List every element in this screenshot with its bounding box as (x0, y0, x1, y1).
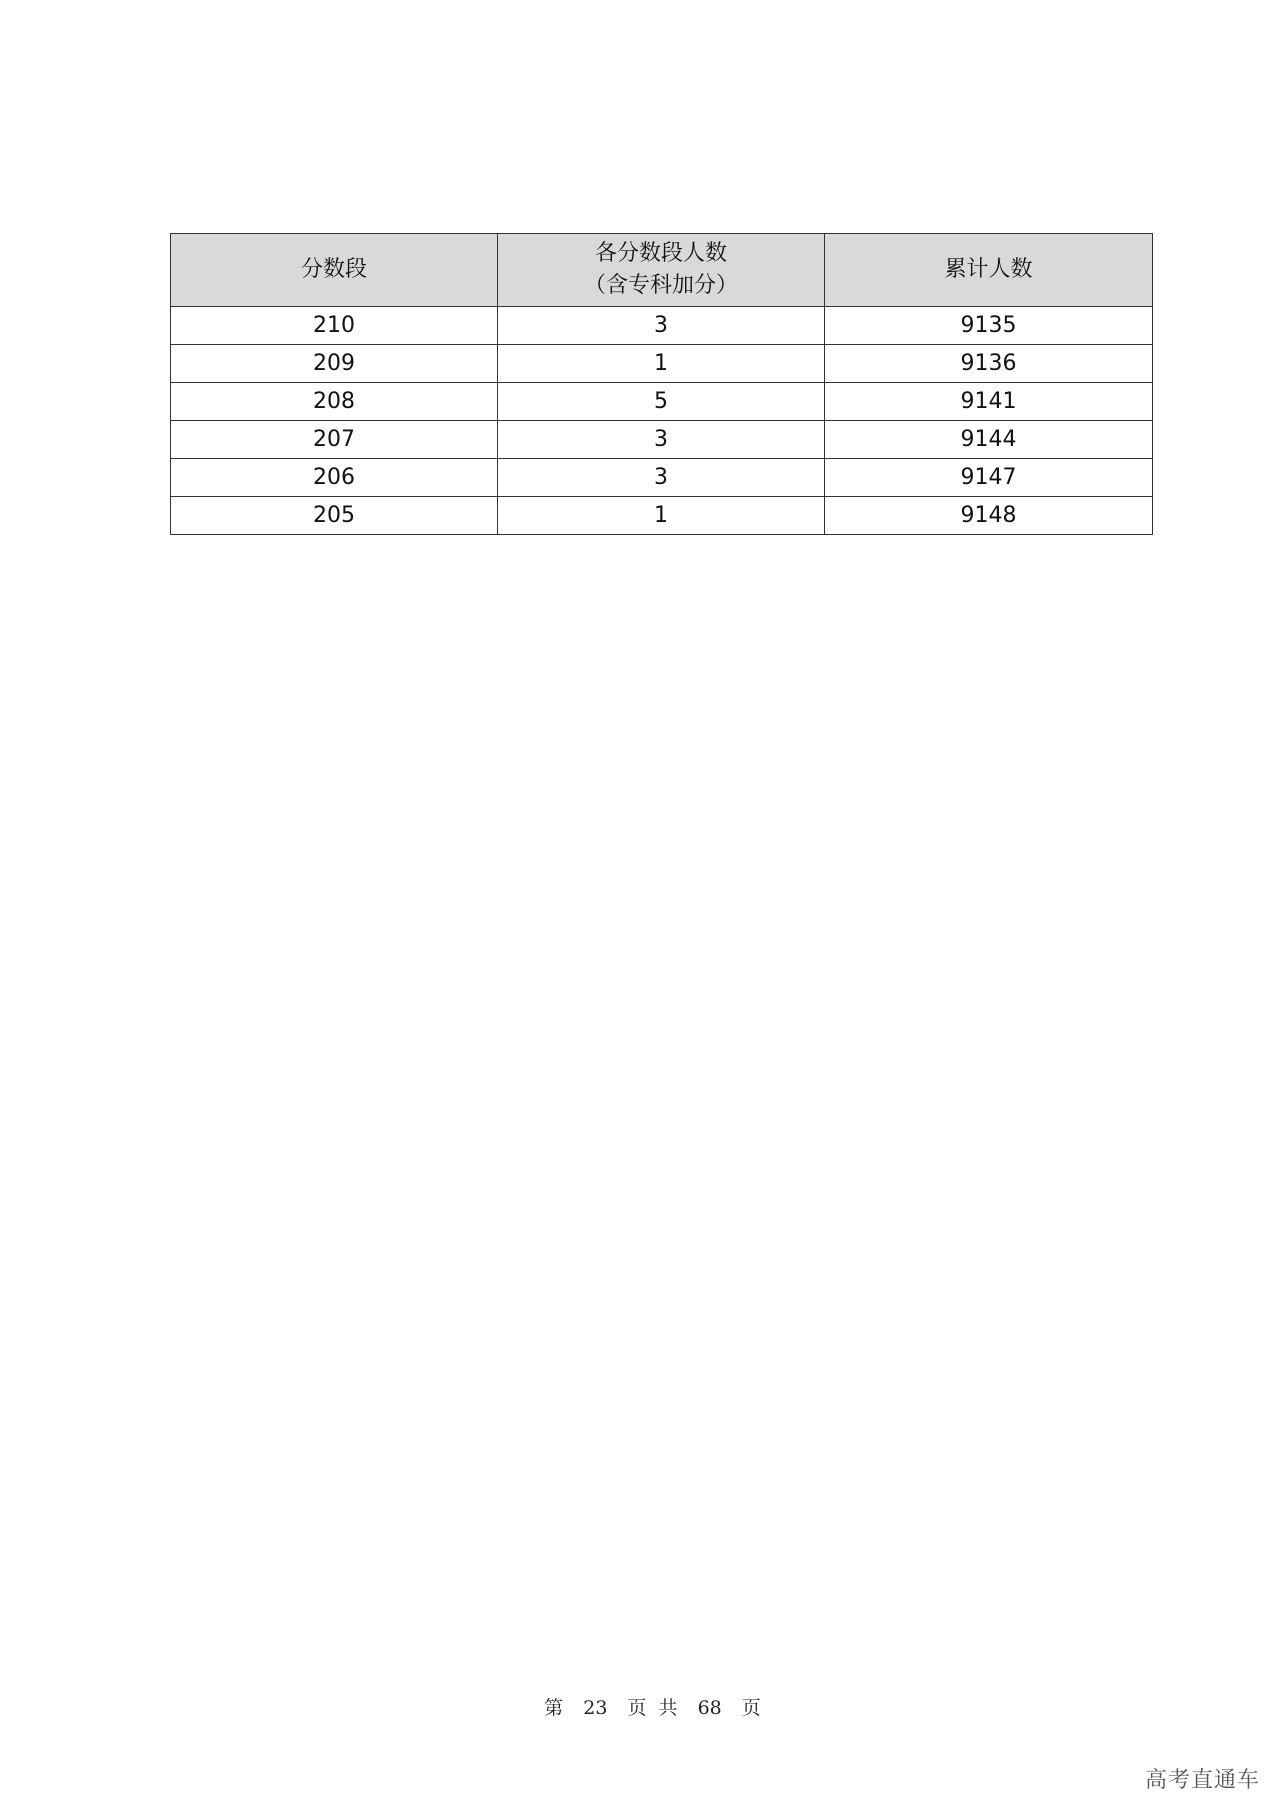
cell-score: 206 (171, 459, 498, 497)
cell-score: 207 (171, 421, 498, 459)
watermark-text: 高考直通车 (1144, 1768, 1260, 1793)
cell-cumulative: 9147 (825, 459, 1153, 497)
score-distribution-table (170, 233, 1153, 535)
cell-count: 3 (498, 459, 825, 497)
cell-score: 208 (171, 383, 498, 421)
table-row (171, 383, 1153, 421)
table-row (171, 307, 1153, 345)
cell-score: 205 (171, 497, 498, 535)
table-header-row (171, 234, 1153, 307)
cell-cumulative: 9135 (825, 307, 1153, 345)
cell-count: 3 (498, 421, 825, 459)
header-segment-count-line1: 各分数段人数 (594, 241, 727, 266)
cell-cumulative: 9144 (825, 421, 1153, 459)
cell-cumulative: 9141 (825, 383, 1153, 421)
footer-current-page: 23 (583, 1697, 608, 1719)
header-score-range: 分数段 (171, 234, 498, 307)
footer-total-pages: 68 (697, 1697, 722, 1719)
header-segment-count (498, 234, 825, 307)
footer-middle: 页 共 (627, 1697, 678, 1719)
table-row (171, 345, 1153, 383)
table-row (171, 497, 1153, 535)
cell-score: 209 (171, 345, 498, 383)
table-row (171, 421, 1153, 459)
cell-count: 1 (498, 497, 825, 535)
header-cumulative-count: 累计人数 (825, 234, 1153, 307)
header-segment-count-line2: （含专科加分） (583, 273, 738, 298)
cell-cumulative: 9148 (825, 497, 1153, 535)
cell-count: 5 (498, 383, 825, 421)
cell-count: 3 (498, 307, 825, 345)
page-number-footer (0, 1693, 1280, 1720)
footer-prefix: 第 (544, 1697, 564, 1719)
table-row (171, 459, 1153, 497)
footer-suffix: 页 (741, 1697, 761, 1719)
cell-score: 210 (171, 307, 498, 345)
cell-cumulative: 9136 (825, 345, 1153, 383)
cell-count: 1 (498, 345, 825, 383)
